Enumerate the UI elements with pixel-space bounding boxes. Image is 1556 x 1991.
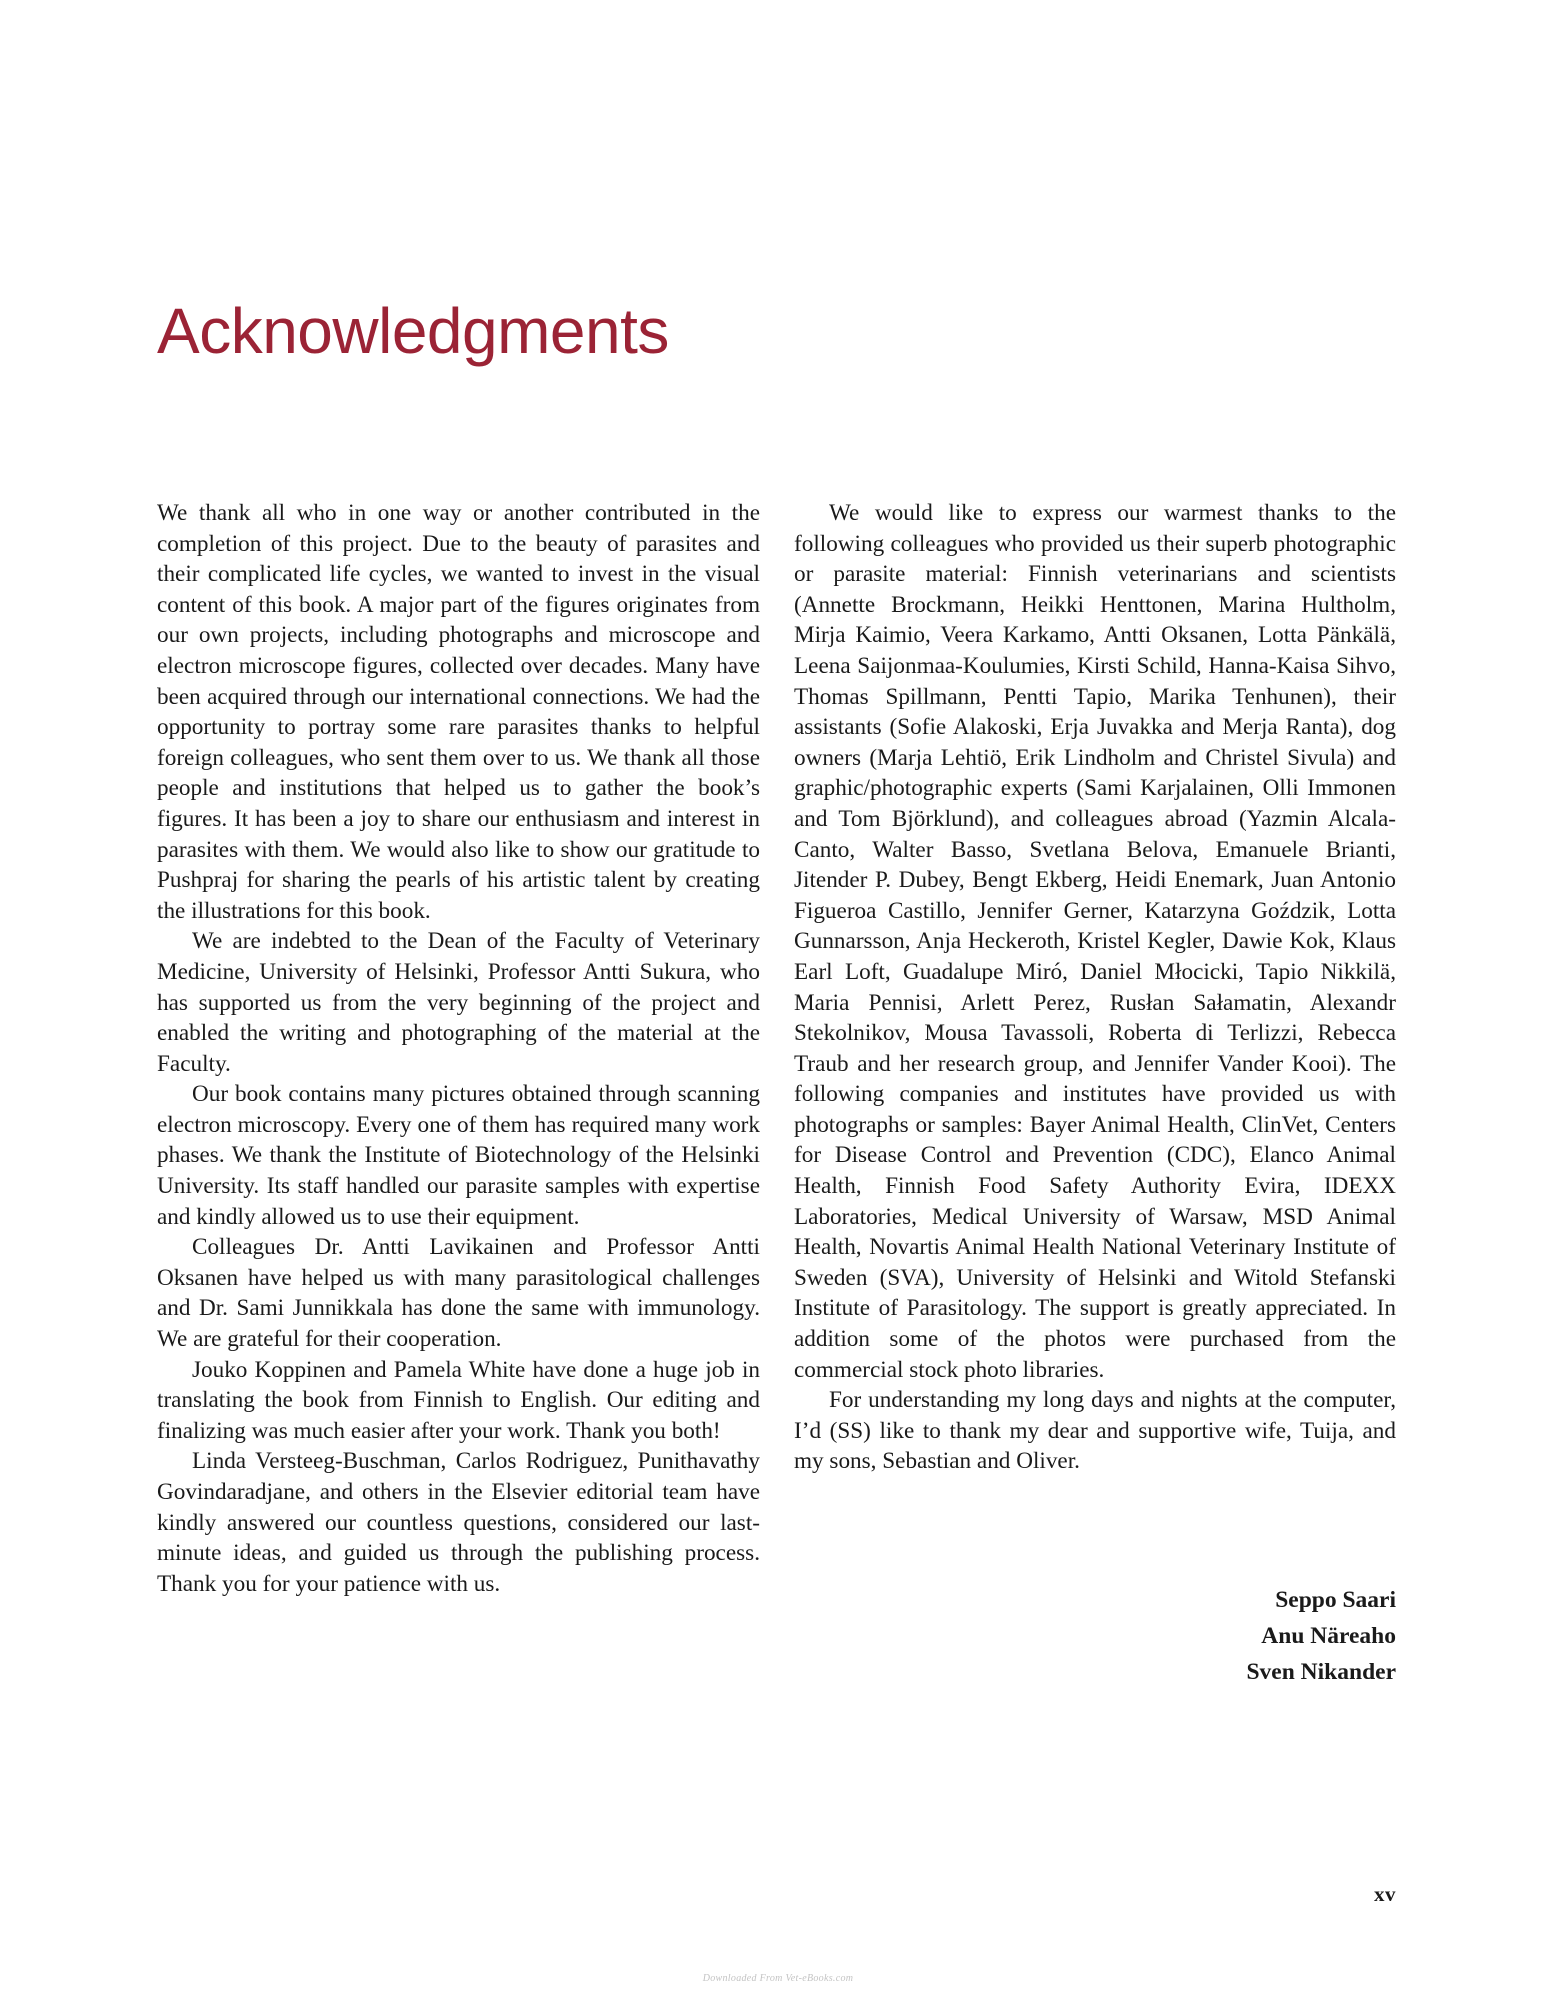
paragraph-thanks-dean: We are indebted to the Dean of the Faculty of Veterinary Medicine, University of Helsinki, Professor Antti Sukura, who has supported us from the very beginning of the project and enabled the writing and photographing of the material at the Faculty.: [157, 928, 760, 1077]
signature-block: [794, 1582, 1396, 1690]
page-title: Acknowledgments: [157, 295, 669, 367]
left-column: [157, 498, 760, 1599]
paragraph-thanks-photo-contributors: We would like to express our warmest thanks to the following colleagues who provided us their superb photographic or parasite material: Finnish veterinarians and scientists (Annette Brockmann, Heikki Henttonen, Marina Hultholm, Mirja Kaimio, Veera Karkamo, Antti Oksanen, Lotta Pänkälä, Leena Saijonmaa-Koulumies, Kirsti Schild, Hanna-Kaisa Sihvo, Thomas Spillmann, Pentti Tapio, Marika Tenhunen), their assistants (Sofie Alakoski, Erja Juvakka and Merja Ranta), dog owners (Marja Lehtiö, Erik Lindholm and Christel Sivula) and graphic/photographic experts (Sami Karjalainen, Olli Immonen and Tom Björklund), and colleagues abroad (Yazmin Alcala-Canto, Walter Basso, Svetlana Belova, Emanuele Brianti, Jitender P. Dubey, Bengt Ekberg, Heidi Enemark, Juan Antonio Figueroa Castillo, Jennifer Gerner, Katarzyna Goździk, Lotta Gunnarsson, Anja Heckeroth, Kristel Kegler, Dawie Kok, Klaus Earl Loft, Guadalupe Miró, Daniel Młocicki, Tapio Nikkilä, Maria Pennisi, Arlett Perez, Rusłan Sałamatin, Alexandr Stekolnikov, Mousa Tavassoli, Roberta di Terlizzi, Rebecca Traub and her research group, and Jennifer Vander Kooi). The following companies and institutes have provided us with photographs or samples: Bayer Animal Health, ClinVet, Centers for Disease Control and Prevention (CDC), Elanco Animal Health, Finnish Food Safety Authority Evira, IDEXX Laboratories, Medical University of Warsaw, MSD Animal Health, Novartis Animal Health National Veterinary Institute of Sweden (SVA), University of Helsinki and Witold Stefanski Institute of Parasitology. The support is greatly appreciated. In addition some of the photos were purchased from the commercial stock photo libraries.: [794, 500, 1396, 1383]
watermark-text: Downloaded From Vet-eBooks.com: [702, 1973, 854, 1984]
paragraph-thanks-sem: Our book contains many pictures obtained through scanning electron microscopy. Every one of them has required many work phases. We thank the Institute of Biotechnology of the Helsinki University. Its staff handled our parasite samples with expertise and kindly allowed us to use their equipment.: [157, 1081, 760, 1230]
paragraph-thanks-translators: Jouko Koppinen and Pamela White have done a huge job in translating the book from Finnish to English. Our editing and finalizing was much easier after your work. Thank you both!: [157, 1356, 760, 1444]
paragraph-thanks-colleagues: Colleagues Dr. Antti Lavikainen and Professor Antti Oksanen have helped us with many parasitological challenges and Dr. Sami Junnikkala has done the same with immunology. We are grateful for their cooperation.: [157, 1234, 760, 1353]
right-column: [794, 498, 1396, 1477]
paragraph-thanks-family: For understanding my long days and nights at the computer, I’d (SS) like to thank my dear and supportive wife, Tuija, and my sons, Sebastian and Oliver.: [794, 1387, 1396, 1475]
page-number: xv: [1374, 1882, 1396, 1906]
paragraph-thanks-contributors: We thank all who in one way or another contributed in the completion of this project. Due to the beauty of parasites and their complicated life cycles, we wanted to invest in the visual content of this book. A major part of the figures originates from our own projects, including photographs and microscope and electron microscope figures, collected over decades. Many have been acquired through our international connections. We had the opportunity to portray some rare parasites thanks to helpful foreign colleagues, who sent them over to us. We thank all those people and institutions that helped us to gather the book’s figures. It has been a joy to share our enthusiasm and interest in parasites with them. We would also like to show our gratitude to Pushpraj for sharing the pearls of his artistic talent by creating the illustrations for this book.: [157, 500, 760, 924]
signature-name: Seppo Saari: [1275, 1587, 1396, 1613]
signature-name: Sven Nikander: [1246, 1659, 1396, 1685]
paragraph-thanks-elsevier: Linda Versteeg-Buschman, Carlos Rodriguez, Punithavathy Govindaradjane, and others in the Elsevier editorial team have kindly answered our countless questions, considered our last-minute ideas, and guided us through the publishing process. Thank you for your patience with us.: [157, 1448, 760, 1597]
signature-name: Anu Näreaho: [1261, 1623, 1396, 1649]
